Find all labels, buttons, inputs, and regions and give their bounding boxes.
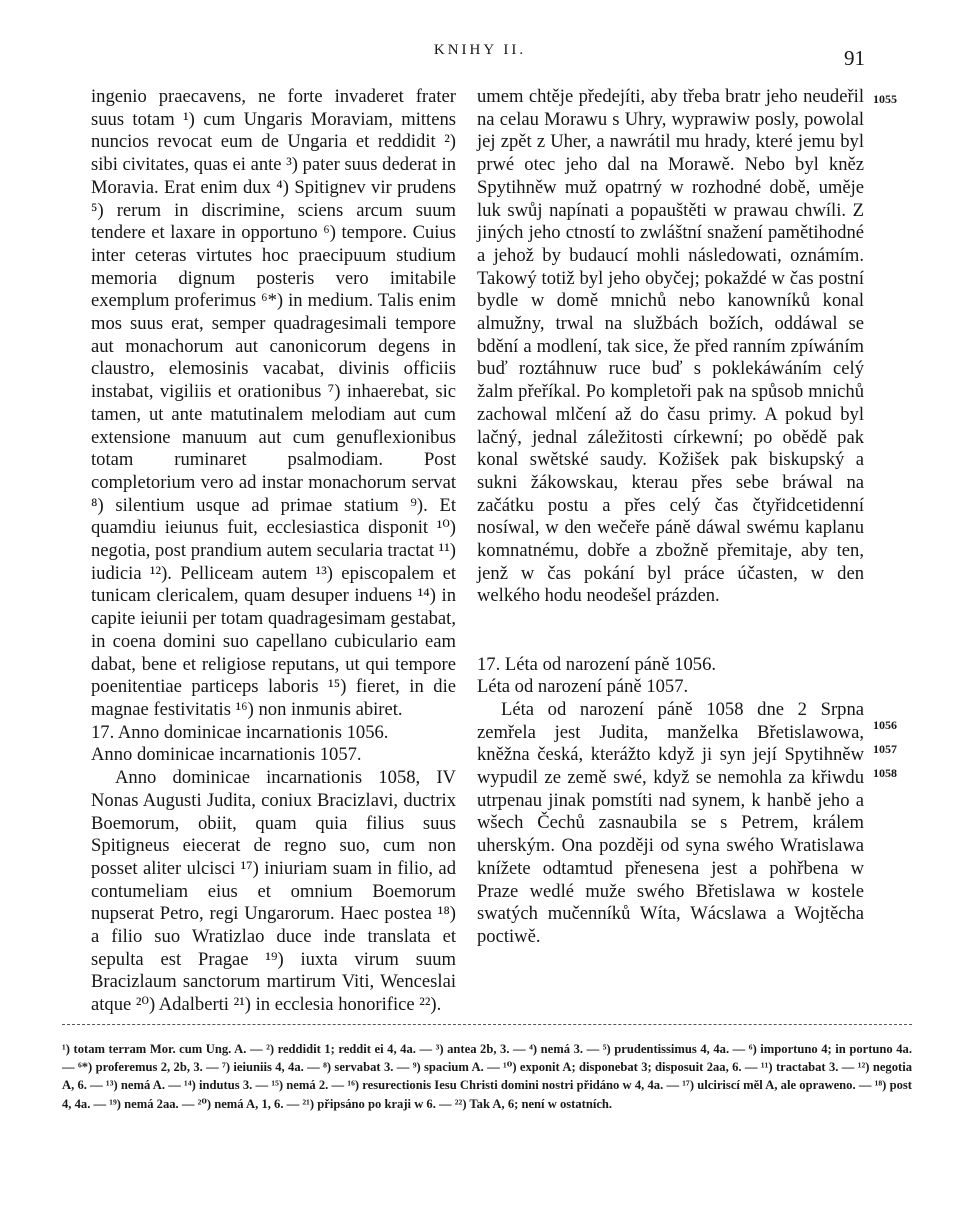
latin-column <box>91 86 456 1017</box>
footnotes: ¹) totam terram Mor. cum Ung. A. — ²) reddidit 1; reddit ei 4, 4a. — ³) antea 2b, 3. — ⁴) nemá 3. — ⁵) prudentissimus 4, 4a. — ⁶) importuno 4; in portuno 4a. — ⁶*) proferemus 2, 2b, 3. — ⁷) ieiuniis 4, 4a. — ⁸) servabat 3. — ⁹) spacium A. — ¹⁰) exponit A; disponebat 3; disposuit 2aa, 6. — ¹¹) tractabat 3. — ¹²) negotia A, 6. — ¹³) nemá A. — ¹⁴) indutus 3. — ¹⁵) nemá 2. — ¹⁶) resurectionis Iesu Christi domini nostri přidáno w 4, 4a. — ¹⁷) ulciriscí měl A, ale opraweno. — ¹⁸) post 4, 4a. — ¹⁹) nemá 2aa. — ²⁰) nemá A, 1, 6. — ²¹) připsáno po kraji w 6. — ²²) Tak A, 6; není w ostatních. <box>62 1042 912 1111</box>
latin-year-1057: Anno dominicae incarnationis 1057. <box>91 744 362 766</box>
footnote-separator <box>62 1024 912 1025</box>
latin-year-1058: Anno dominicae incarnationis 1058, IV Nonas Augusti Judita, coniux Bracizlavi, ductrix Boemorum, obiit, quam quia filius suus Spitigneus eiecerat de regno suo, cum non posset aliter ulcisci ¹⁷) iniuriam suam in filio, ad contumeliam eius et omnium Boemorum nupserat Petro, regi Ungarorum. Haec postea ¹⁸) a filio suo Wratizlao duce inde translata et sepulta est Pragae ¹⁹) iuxta virum suum Bracizlaum sanctorum martirum Viti, Wenceslai atque ²⁰) Adalberti ²¹) in ecclesia honorifice ²²). <box>91 767 456 1016</box>
margin-year: 1056 <box>873 718 897 732</box>
latin-year-1056: 17. Anno dominicae incarnationis 1056. <box>91 721 389 743</box>
latin-paragraph-1: ingenio praecavens, ne forte invaderet frater suus totam ¹) cum Ungaris Moraviam, mittens nuncios revocat eum de Ungaria et reddidit ²) sibi civitates, quas ei ante ³) pater suus dederat in Moravia. Erat enim dux ⁴) Spitignev vir prudens ⁵) rerum in discrimine, sciens arcum suum tendere et laxare in opportuno ⁶) tempore. Cuius inter ceteras virtutes hoc praecipuum studium memoria dignum posteris vero imitabile exemplum proferimus ⁶*) in medium. Talis enim mos suus erat, semper quadragesimali tempore aut monachorum aut canonicorum degens in claustro, elemosinis vacabat, divinis officiis instabat, vigiliis et orationibus ⁷) inhaerebat, sic tamen, ut ante matutinalem melodiam aut cum extensione manuum aut cum genuflexionibus totam ruminaret psalmodiam. Post completorium vero ad instar monachorum servat ⁸) silentium usque ad primae statium ⁹). Et quamdiu ieiunus fuit, ecclesiastica disponit ¹⁰) negotia, post prandium autem secularia tractat ¹¹) iudicia ¹²). Pelliceam autem ¹³) episcopalem et tunicam clericalem, quam desuper induens ¹⁴) in capite ieiunii per totam quadragesimam gestabat, in coena domini suo capellano cubiculario eam dabat, bene et religiose reputans, ut qui tempore poenitentiae particeps laboris ¹⁵) fieret, in die magnae festivitatis ¹⁶) non inmunis abiret. <box>91 86 456 720</box>
margin-year: 1058 <box>873 766 897 780</box>
czech-year-1056: 17. Léta od narození páně 1056. <box>477 653 717 675</box>
running-title: KNIHY II. <box>433 42 527 58</box>
czech-column <box>477 86 864 949</box>
margin-year: 1055 <box>873 92 897 106</box>
margin-year: 1057 <box>873 742 897 756</box>
page-number: 91 <box>844 46 865 70</box>
czech-year-1058: Léta od narození páně 1058 dne 2 Srpna zemřela jest Judita, manželka Břetislawowa, kněžna česká, kterážto když ji syn její Spytihněw wypudil ze země swé, když se nemohla za křiwdu utrpenau jinak pomstíti nad synem, k hanbě jeho a wšech Čechů zasnaubila se s Petrem, králem uherským. Ona později od syna swého Wratislawa knížete odtamtud přenesena jest a pohřbena w Praze wedlé muže swého Břetislawa w kostele swatých mučenníků Wíta, Wácslawa a Wojtěcha poctiwě. <box>477 698 864 947</box>
czech-gap <box>477 608 864 631</box>
czech-gap <box>477 631 864 654</box>
czech-year-1057: Léta od narození páně 1057. <box>477 676 689 698</box>
czech-paragraph-1: umem chtěje předejíti, aby třeba bratr jeho neudeřil na celau Morawu s Uhry, wyprawiw posly, powolal jej zpět z Uher, a nawrátil mu hrady, které jemu byl prwé otec jeho dal na Morawě. Nebo byl kněz Spytihněw muž opatrný w rozhodné době, uměje luk swůj napínati a popauštěti w prawau chwíli. Z jiných jeho ctností to zwláštní snažení pamětihodné a jehož by budaucí mohli následowati, oznámím. Takowý totiž byl jeho obyčej; pokaždé w čas postní bydle w domě mnichů nebo kanowníků konal almužny, trwal na službách božích, oddáwal se bdění a modlení, tak sice, že před ranním zpíwáním buď roztáhnuw ruce buď s poklekáwáním celý žalm přeříkal. Po kompletoři pak na spůsob mnichů zachowal mlčení až do času primy. A pokud byl lačný, jednal záležitosti církewní; po obědě pak konal swětské saudy. Kožišek pak biskupský a sukni žákowskau, kterau přes sebe bráwal na začátku postu a přes celý čas čtyřidcetidenní nosíwal, w den wečeře páně dáwal swému kaplanu komnatnému, dobře a zbožně přemitaje, aby ten, jenž w čas pokání byl práce účasten, w den welkého hodu neodešel prázden. <box>477 86 864 607</box>
